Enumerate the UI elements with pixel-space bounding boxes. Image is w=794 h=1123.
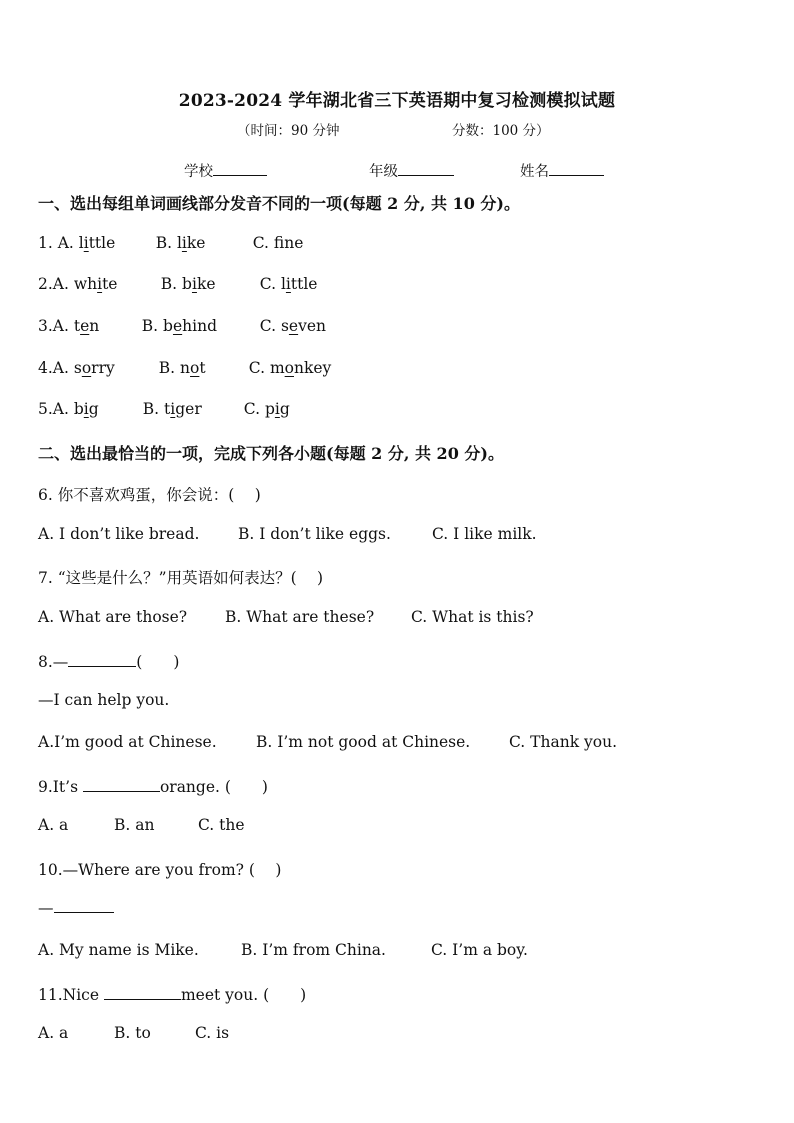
- question-number: 1.: [38, 234, 58, 252]
- question-4: [38, 359, 331, 377]
- grade-blank: [398, 174, 454, 176]
- option-b: B. I don’t like eggs.: [238, 525, 391, 543]
- option-a: A. ten: [52, 317, 100, 335]
- question-number: 2.: [38, 275, 53, 293]
- question-8-reply: —I can help you.: [38, 691, 170, 709]
- section2-heading: 二、选出最恰当的一项，完成下列各小题(每题 2 分, 共 20 分)。: [38, 444, 504, 463]
- name-field: [520, 160, 604, 181]
- option-a: A. sorry: [52, 359, 115, 377]
- option-c: C. I’m a boy.: [431, 941, 528, 959]
- answer-blank: [68, 665, 136, 667]
- question-10-stem: 10.—Where are you from? ( ): [38, 861, 282, 879]
- option-c: C. little: [259, 275, 318, 293]
- question-3: [38, 317, 326, 335]
- option-a: A. a: [38, 816, 69, 834]
- option-c: C. I like milk.: [432, 525, 537, 543]
- option-c: C. monkey: [248, 359, 332, 377]
- option-b: B. not: [158, 359, 206, 377]
- option-a: A. big: [52, 400, 99, 418]
- answer-blank: [83, 790, 160, 792]
- option-b: B. tiger: [142, 400, 202, 418]
- question-9-stem: 9.It’s orange. ( ): [38, 778, 268, 796]
- page-title: 2023-2024 学年湖北省三下英语期中复习检测模拟试题: [178, 91, 616, 111]
- option-b: B. bike: [160, 275, 216, 293]
- option-a: A. My name is Mike.: [38, 941, 199, 959]
- option-a: A. What are those?: [38, 608, 188, 626]
- question-9-options: [38, 816, 245, 834]
- question-7-options: [38, 608, 534, 626]
- question-10-options: [38, 941, 528, 959]
- name-label: 姓名: [520, 164, 549, 180]
- question-11-options: [38, 1024, 229, 1042]
- option-c: C. Thank you.: [509, 733, 618, 751]
- question-2: [38, 275, 317, 293]
- option-c: C. the: [198, 816, 245, 834]
- question-7-stem: 7. “这些是什么？”用英语如何表达？( ): [38, 569, 324, 587]
- question-6-stem: 6. 你不喜欢鸡蛋，你会说：( ): [38, 486, 261, 504]
- school-field: [184, 160, 267, 181]
- question-5: [38, 400, 290, 418]
- answer-blank: [104, 998, 181, 1000]
- section1-heading: 一、选出每组单词画线部分发音不同的一项(每题 2 分, 共 10 分)。: [38, 194, 520, 213]
- question-11-stem: 11.Nice meet you. ( ): [38, 986, 307, 1004]
- option-a: A. little: [57, 234, 116, 252]
- answer-blank: [54, 911, 114, 913]
- question-number: 5.: [38, 400, 53, 418]
- option-a: A. I don’t like bread.: [38, 525, 200, 543]
- exam-score: 分数：100 分）: [452, 123, 550, 139]
- option-b: B. I’m from China.: [241, 941, 386, 959]
- option-c: C. What is this?: [411, 608, 534, 626]
- option-a: A. a: [38, 1024, 69, 1042]
- grade-label: 年级: [369, 164, 398, 180]
- option-a: A. white: [52, 275, 118, 293]
- option-b: B. an: [114, 816, 155, 834]
- option-b: B. What are these?: [225, 608, 375, 626]
- school-blank: [213, 174, 267, 176]
- option-c: C. fne: [252, 234, 304, 252]
- option-a: A.I’m good at Chinese.: [38, 733, 217, 751]
- name-blank: [549, 174, 604, 176]
- grade-field: [369, 160, 454, 181]
- school-label: 学校: [184, 164, 213, 180]
- option-b: B. like: [155, 234, 206, 252]
- question-6-options: [38, 525, 537, 543]
- option-c: C. is: [195, 1024, 230, 1042]
- option-c: C. pig: [243, 400, 290, 418]
- question-number: 4.: [38, 359, 53, 377]
- option-b: B. to: [114, 1024, 151, 1042]
- exam-time: （时间：90 分钟: [237, 123, 340, 139]
- question-number: 3.: [38, 317, 53, 335]
- option-c: C. seven: [259, 317, 327, 335]
- question-1: [38, 234, 303, 252]
- option-b: B. behind: [141, 317, 218, 335]
- option-b: B. I’m not good at Chinese.: [256, 733, 471, 751]
- question-10-reply: —: [38, 899, 114, 917]
- question-8-options: [38, 733, 617, 751]
- question-8-stem: 8.— ( ): [38, 653, 180, 671]
